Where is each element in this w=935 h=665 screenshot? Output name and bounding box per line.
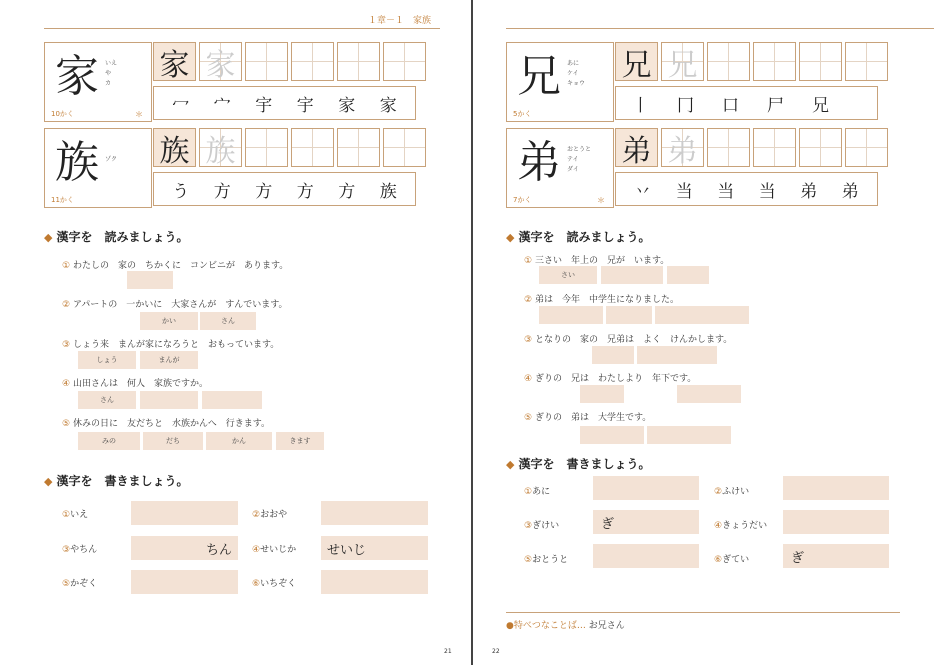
- practice-grid-zoku: [153, 128, 429, 167]
- kanji-main: 弟: [517, 137, 561, 188]
- trace-cell[interactable]: 弟: [661, 128, 704, 167]
- stroke-step: 弟: [800, 181, 818, 202]
- stroke-step: 家: [338, 95, 356, 116]
- write-answer-box[interactable]: ぎ: [783, 544, 889, 568]
- write-label-3: ③ぎけい: [524, 521, 560, 531]
- practice-cell[interactable]: [753, 128, 796, 167]
- stroke-step: 丷: [634, 181, 652, 202]
- practice-cell[interactable]: [291, 42, 334, 81]
- stroke-count: 11かく: [51, 196, 74, 204]
- trace-cell[interactable]: 家: [199, 42, 242, 81]
- practice-cell[interactable]: [799, 128, 842, 167]
- answer-box[interactable]: [677, 385, 741, 403]
- star-mark: ＊: [597, 196, 605, 205]
- write-label-5: ⑤おとうと: [524, 555, 569, 565]
- stroke-step: 冖: [172, 95, 190, 116]
- stroke-step: 族: [379, 181, 397, 202]
- page-number: 21: [444, 648, 452, 655]
- stroke-step: 方: [255, 181, 273, 202]
- practice-cell[interactable]: [707, 42, 750, 81]
- stroke-step: 当: [717, 181, 735, 202]
- read-item-4: ④ 山田さんは 何人 家族ですか。: [62, 379, 208, 389]
- read-item-2: ② 弟は 今年 中学生になりました。: [524, 295, 679, 305]
- read-section-title: ◆ 漢字を 読みましょう。: [44, 230, 189, 244]
- write-answer-box[interactable]: [131, 570, 238, 594]
- stroke-step: 宇: [255, 95, 273, 116]
- reading-1: あに: [567, 60, 580, 67]
- answer-box[interactable]: [140, 391, 198, 409]
- answer-box[interactable]: [601, 266, 663, 284]
- answer-box[interactable]: [637, 346, 717, 364]
- answer-box[interactable]: [667, 266, 709, 284]
- read-item-1: ① わたしの 家の ちかくに コンビニが あります。: [62, 261, 289, 271]
- answer-box[interactable]: きます: [276, 432, 324, 450]
- answer-box[interactable]: さい: [539, 266, 597, 284]
- reading-3: ダイ: [567, 166, 579, 173]
- practice-cell[interactable]: [845, 42, 888, 81]
- practice-cell[interactable]: [337, 42, 380, 81]
- practice-cell[interactable]: [337, 128, 380, 167]
- read-item-3: ③ となりの 家の 兄弟は よく けんかします。: [524, 335, 733, 345]
- kanji-main: 家: [55, 51, 99, 102]
- write-answer-box[interactable]: [131, 501, 238, 525]
- kanji-card-ani: [506, 42, 614, 122]
- stroke-step: 当: [758, 181, 776, 202]
- trace-cell: 弟: [615, 128, 658, 167]
- answer-box[interactable]: だち: [143, 432, 203, 450]
- kanji-card-otouto: [506, 128, 614, 208]
- write-answer-box[interactable]: [783, 510, 889, 534]
- answer-box[interactable]: [655, 306, 749, 324]
- write-answer-box[interactable]: [593, 476, 699, 500]
- diamond-icon: ◆: [506, 458, 515, 471]
- answer-box[interactable]: [580, 426, 644, 444]
- right-page: [474, 0, 935, 665]
- answer-box[interactable]: [202, 391, 262, 409]
- kanji-main: 族: [55, 137, 99, 188]
- reading-1: おとうと: [567, 146, 592, 153]
- answer-box[interactable]: さん: [200, 312, 256, 330]
- practice-grid-otouto: [615, 128, 891, 167]
- stroke-step: 方: [296, 181, 314, 202]
- stroke-order-ie: [153, 86, 416, 120]
- practice-cell[interactable]: [245, 128, 288, 167]
- trace-cell: 家: [153, 42, 196, 81]
- item-number: ①: [62, 261, 71, 271]
- write-label-2: ②おおや: [252, 510, 288, 520]
- write-section-title: ◆ 漢字を 書きましょう。: [506, 457, 651, 471]
- answer-box[interactable]: まんが: [140, 351, 198, 369]
- practice-cell[interactable]: [753, 42, 796, 81]
- reading-2: や: [105, 70, 112, 77]
- stroke-step: 兄: [812, 95, 829, 116]
- kanji-main: 兄: [517, 51, 561, 102]
- stroke-order-zoku: [153, 172, 416, 206]
- answer-box[interactable]: さん: [78, 391, 136, 409]
- kanji-card-zoku: [44, 128, 152, 208]
- stroke-order-ani: [615, 86, 878, 120]
- read-item-3: ③ しょう来 まんが家になろうと おもっています。: [62, 340, 280, 350]
- star-mark: ＊: [135, 110, 143, 119]
- chapter-header: １章－１ 家族: [368, 16, 432, 26]
- diamond-icon: ◆: [506, 231, 515, 244]
- answer-box[interactable]: みの: [78, 432, 140, 450]
- write-section-title: ◆ 漢字を 書きましょう。: [44, 474, 189, 488]
- answer-box[interactable]: [580, 385, 624, 403]
- special-label: ●特べつなことば…: [506, 621, 586, 631]
- reading-1: いえ: [105, 60, 118, 67]
- trace-cell[interactable]: 兄: [661, 42, 704, 81]
- stroke-step: 家: [379, 95, 397, 116]
- write-answer-box[interactable]: [321, 570, 428, 594]
- reading-3: キョウ: [567, 80, 586, 87]
- answer-box[interactable]: [606, 306, 652, 324]
- header-rule: [506, 28, 934, 29]
- answer-box[interactable]: しょう: [78, 351, 136, 369]
- practice-grid-ie: [153, 42, 429, 81]
- practice-cell[interactable]: [245, 42, 288, 81]
- stroke-order-otouto: [615, 172, 878, 206]
- read-item-1: ① 三さい 年上の 兄が います。: [524, 256, 670, 266]
- write-answer-box[interactable]: ちん: [131, 536, 238, 560]
- practice-grid-ani: [615, 42, 891, 81]
- answer-box[interactable]: かん: [206, 432, 272, 450]
- write-answer-box[interactable]: せいじ: [321, 536, 428, 560]
- stroke-step: 弟: [841, 181, 859, 202]
- trace-cell: 族: [153, 128, 196, 167]
- stroke-count: 10かく: [51, 110, 74, 118]
- stroke-step: 丨: [632, 95, 649, 116]
- stroke-step: 方: [213, 181, 231, 202]
- answer-box[interactable]: かい: [140, 312, 198, 330]
- write-label-1: ①いえ: [62, 510, 89, 520]
- stroke-step: 方: [338, 181, 356, 202]
- stroke-count: 7かく: [513, 196, 532, 204]
- stroke-step: う: [172, 181, 190, 202]
- page-divider: [471, 0, 473, 665]
- answer-box[interactable]: [127, 271, 173, 289]
- read-section-title: ◆ 漢字を 読みましょう。: [506, 230, 651, 244]
- write-label-4: ④せいじか: [252, 545, 297, 555]
- write-label-6: ⑥いちぞく: [252, 579, 297, 589]
- stroke-count: 5かく: [513, 110, 532, 118]
- practice-cell[interactable]: [383, 128, 426, 167]
- write-label-3: ③やちん: [62, 545, 98, 555]
- write-label-4: ④きょうだい: [714, 521, 768, 531]
- write-label-6: ⑥ぎてい: [714, 555, 750, 565]
- stroke-step: 尸: [767, 95, 784, 116]
- special-value: お兄さん: [588, 621, 625, 631]
- read-item-5: ⑤ ぎりの 弟は 大学生です。: [524, 413, 652, 423]
- stroke-step: 口: [722, 95, 739, 116]
- write-answer-box[interactable]: [321, 501, 428, 525]
- practice-cell[interactable]: [845, 128, 888, 167]
- answer-box[interactable]: [539, 306, 603, 324]
- write-label-2: ②ふけい: [714, 487, 750, 497]
- reading-2: ケイ: [567, 70, 579, 77]
- write-label-1: ①あに: [524, 487, 551, 497]
- reading-2: テイ: [567, 156, 579, 163]
- write-label-5: ⑤かぞく: [62, 579, 98, 589]
- read-item-4: ④ ぎりの 兄は わたしより 年下です。: [524, 374, 697, 384]
- page-number: 22: [492, 648, 500, 655]
- practice-cell[interactable]: [799, 42, 842, 81]
- write-answer-box[interactable]: ぎ: [593, 510, 699, 534]
- stroke-step: 冂: [677, 95, 694, 116]
- answer-box[interactable]: [592, 346, 634, 364]
- diamond-icon: ◆: [44, 231, 53, 244]
- stroke-step: 宇: [296, 95, 314, 116]
- reading-3: カ: [105, 80, 112, 87]
- practice-cell[interactable]: [291, 128, 334, 167]
- read-item-5: ⑤ 休みの日に 友だちと 水族かんへ 行きます。: [62, 419, 271, 429]
- footer-rule: [506, 612, 900, 613]
- practice-cell[interactable]: [383, 42, 426, 81]
- write-answer-box[interactable]: [593, 544, 699, 568]
- practice-cell[interactable]: [707, 128, 750, 167]
- kanji-card-ie: [44, 42, 152, 122]
- read-item-2: ② アパートの 一かいに 大家さんが すんでいます。: [62, 300, 288, 310]
- diamond-icon: ◆: [44, 475, 53, 488]
- reading-1: ゾク: [105, 156, 117, 163]
- stroke-step: 宀: [213, 95, 231, 116]
- trace-cell[interactable]: 族: [199, 128, 242, 167]
- special-words: [506, 618, 625, 631]
- answer-box[interactable]: [647, 426, 731, 444]
- stroke-step: 当: [675, 181, 693, 202]
- trace-cell: 兄: [615, 42, 658, 81]
- header-rule: [44, 28, 440, 29]
- write-answer-box[interactable]: [783, 476, 889, 500]
